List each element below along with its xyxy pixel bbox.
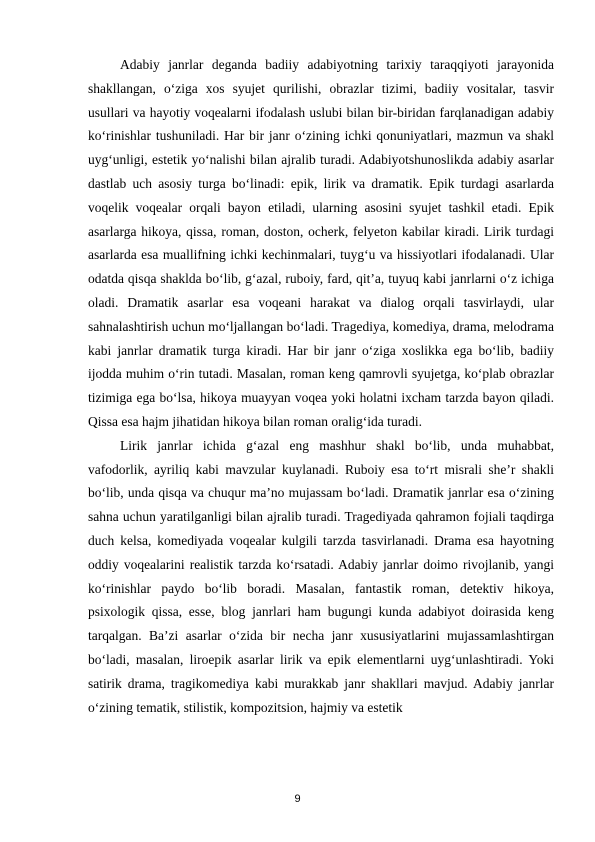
paragraph-2: Lirik janrlar ichida g‘azal eng mashhur shakl bo‘lib, unda muhabbat, vafodorlik, ayriliq kabi mavzular kuylanadi. Ruboiy esa to‘rt misrali she’r shakli bo‘lib, unda qisqa va chuqur ma’no mujassam bo‘ladi. Dramatik janrlar esa o‘zining sahna uchun yaratilganligi bilan ajralib turadi. Tragediyada qahramon fojiali taqdirga duch kelsa, komediyada voqealar kulgili tarzda tasvirlanadi. Drama esa hayotning oddiy voqealarini realistik tarzda ko‘rsatadi. Adabiy janrlar doimo rivojlanib, yangi ko‘rinishlar paydo bo‘lib boradi. Masalan, fantastik roman, detektiv hikoya, psixologik qissa, esse, blog janrlari ham bugungi kunda adabiyot doirasida keng tarqalgan. Ba’zi asarlar o‘zida bir necha janr xususiyatlarini mujassamlashtirgan bo‘ladi, masalan, liroepik asarlar lirik va epik elementlarni uyg‘unlashtiradi. Yoki satirik drama, tragikomediya kabi murakkab janr shakllari mavjud. Adabiy janrlar o‘zining tematik, stilistik, kompozitsion, hajmiy va estetik bbox=[88, 437, 554, 715]
page-number: 9 bbox=[294, 793, 301, 805]
paragraph-1: Adabiy janrlar deganda badiiy adabiyotning tarixiy taraqqiyoti jarayonida shakllangan, o‘ziga xos syujet qurilishi, obrazlar tizimi, badiiy vositalar, tasvir usullari va hayotiy voqealarni ifodalash uslubi bilan bir-biridan farqlanadigan adabiy ko‘rinishlar tushuniladi. Har bir janr o‘zining ichki qonuniyatlari, mazmun va shakl uyg‘unligi, estetik yo‘nalishi bilan ajralib turadi. Adabiyotshunoslikda adabiy asarlar dastlab uch asosiy turga bo‘linadi: epik, lirik va dramatik. Epik turdagi asarlarda voqelik voqealar orqali bayon etiladi, ularning asosini syujet tashkil etadi. Epik asarlarga hikoya, qissa, roman, doston, ocherk, felyeton kabilar kiradi. Lirik turdagi asarlarda esa muallifning ichki kechinmalari, tuyg‘u va hissiyotlari ifodalanadi. Ular odatda qisqa shaklda bo‘lib, g‘azal, ruboiy, fard, qit’a, tuyuq kabi janrlarni o‘z ichiga oladi. Dramatik asarlar esa voqeani harakat va dialog orqali tasvirlaydi, ular sahnalashtirish uchun mo‘ljallangan bo‘ladi. Tragediya, komediya, drama, melodrama kabi janrlar dramatik turga kiradi. Har bir janr o‘ziga xoslikka ega bo‘lib, badiiy ijodda muhim o‘rin tutadi. Masalan, roman keng qamrovli syujetga, ko‘plab obrazlar tizimiga ega bo‘lsa, hikoya muayyan voqea yoki holatni ixcham tarzda bayon qiladi. Qissa esa hajm jihatidan hikoya bilan roman oralig‘ida turadi. bbox=[88, 57, 554, 429]
body-text bbox=[88, 53, 554, 719]
